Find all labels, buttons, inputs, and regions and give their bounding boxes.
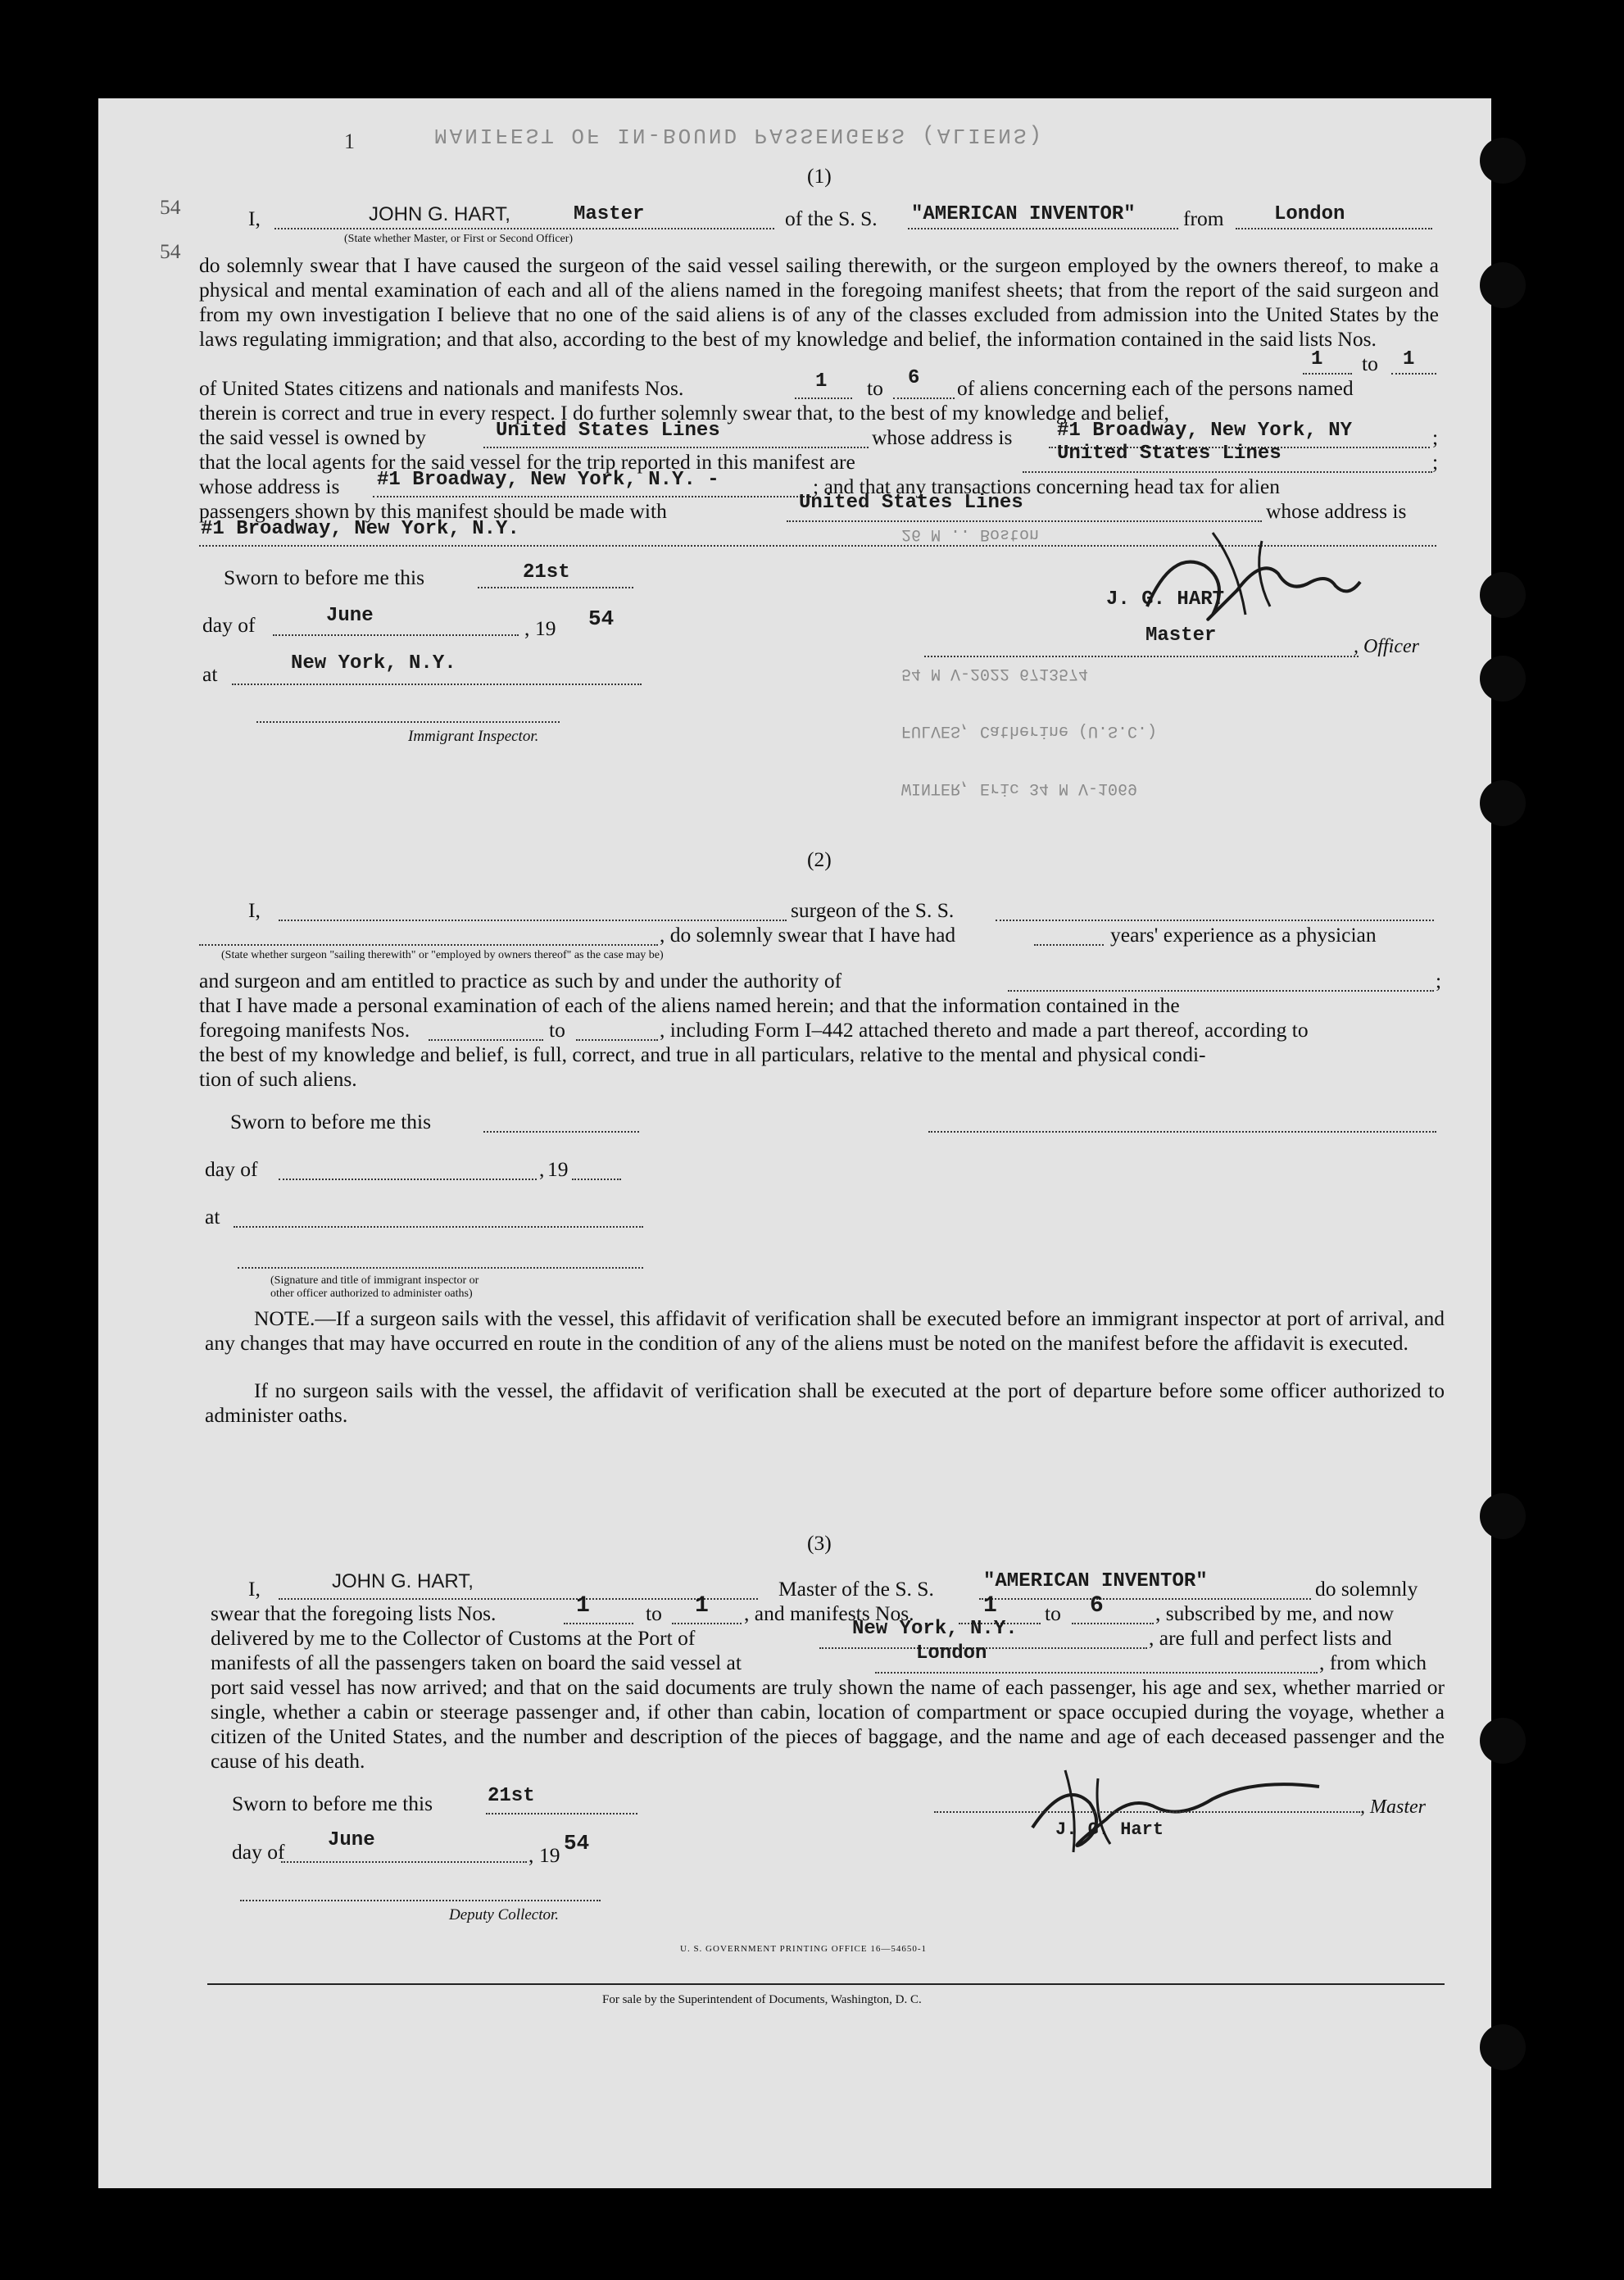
form-text: , including Form I–442 attached thereto and made a part thereof, according to xyxy=(660,1018,1309,1042)
sworn-label: Sworn to before me this xyxy=(232,1792,433,1815)
master-of-label: Master of the S. S. xyxy=(778,1577,934,1601)
year-comma: , xyxy=(528,1843,534,1867)
belief-text: the best of my knowledge and belief, is full, correct, and true in all particulars, relative to the mental and physical condi- xyxy=(199,1042,1206,1066)
sale-notice: For sale by the Superintendent of Documents, Washington, D. C. xyxy=(602,1993,922,2006)
collector-sign-line xyxy=(240,1900,601,1901)
aliens-text: tion of such aliens. xyxy=(199,1067,357,1091)
agents-address-line xyxy=(373,496,811,497)
binder-hole xyxy=(1480,2024,1526,2070)
place-line xyxy=(232,684,642,685)
day-of-label: day of xyxy=(202,613,256,637)
month-line xyxy=(281,1861,527,1863)
bleed-through: 26 M .. Boston xyxy=(901,525,1040,543)
manifests-from-line xyxy=(795,397,852,399)
embark-label: manifests of all the passengers taken on board the said vessel at xyxy=(211,1651,742,1674)
surgeon-name-line xyxy=(279,920,787,921)
authority-text: and surgeon and am entitled to practice as such by and under the authority of xyxy=(199,969,842,992)
solemnly-text: do solemnly xyxy=(1315,1577,1418,1601)
solemnly-swear-text: , do solemnly swear that I have had xyxy=(660,923,956,947)
agents[interactable]: United States Lines xyxy=(1057,443,1282,465)
inspector-caption: Immigrant Inspector. xyxy=(408,728,539,745)
year-comma: , xyxy=(539,1157,545,1181)
signer-name[interactable]: J. G. HART xyxy=(1106,588,1225,611)
bleed-through: WINTER, Eric 34 M V-1069 xyxy=(901,779,1138,797)
sworn-day[interactable]: 21st xyxy=(488,1785,535,1807)
semicolon: ; xyxy=(1432,450,1439,474)
head-tax-label: passengers shown by this manifest should be made with xyxy=(199,499,667,523)
binder-hole xyxy=(1480,138,1526,184)
day-of-label: day of xyxy=(205,1157,258,1181)
surgeon-vessel-line xyxy=(996,920,1434,921)
manifests-to[interactable]: 6 xyxy=(908,367,920,389)
years-experience-text: years' experience as a physician xyxy=(1110,923,1377,947)
from-which-text: , from which xyxy=(1319,1651,1427,1674)
at-label: at xyxy=(205,1205,220,1229)
section1-number: (1) xyxy=(807,164,832,188)
vessel-line xyxy=(908,228,1178,229)
master-title[interactable]: Master xyxy=(574,203,645,225)
owned-by-label: the said vessel is owned by xyxy=(199,425,426,449)
manifests-to-line xyxy=(893,397,955,399)
at-label: at xyxy=(202,662,218,686)
lists-from-line xyxy=(1303,373,1352,375)
manifests-to-line xyxy=(576,1039,658,1041)
authority-line xyxy=(1008,990,1434,992)
to-label: to xyxy=(549,1018,565,1042)
year-line xyxy=(572,1179,621,1180)
year-suffix[interactable]: 54 xyxy=(588,606,615,631)
section2-number: (2) xyxy=(807,847,832,871)
section2-i: I, xyxy=(248,898,261,922)
manifests-nos-line xyxy=(429,1039,543,1041)
officer-label: , Officer xyxy=(1354,636,1419,657)
inspector-sign-line xyxy=(256,721,560,723)
place[interactable]: New York, N.Y. xyxy=(291,652,456,674)
section1-i: I, xyxy=(248,207,261,230)
sig-caption-1: (Signature and title of immigrant inspector or xyxy=(270,1274,479,1287)
note-1: NOTE.—If a surgeon sails with the vessel, this affidavit of verification shall be executed before an immigrant inspector at port of arrival, and any changes that may have occurred en route in the condition of any of the aliens must be noted on the manifest before the affidavit is executed. xyxy=(205,1306,1445,1355)
sworn-label: Sworn to before me this xyxy=(224,565,425,589)
surgeon-of-label: surgeon of the S. S. xyxy=(791,898,955,922)
embark-port[interactable]: London xyxy=(916,1642,987,1665)
owner-address[interactable]: #1 Broadway, New York, NY xyxy=(1057,420,1353,442)
exam-text: that I have made a personal examination of each of the aliens named herein; and that the information contained in the xyxy=(199,993,1180,1017)
manifests-from[interactable]: 1 xyxy=(983,1593,997,1619)
semicolon: ; xyxy=(1436,969,1442,992)
bleed-through: FULVES, Catherine (U.S.C.) xyxy=(901,721,1158,740)
embark-line xyxy=(875,1672,1318,1674)
section3-i: I, xyxy=(248,1577,261,1601)
inspector-sign-line xyxy=(238,1267,643,1269)
lists-from[interactable]: 1 xyxy=(1311,348,1323,370)
collector-caption: Deputy Collector. xyxy=(449,1906,560,1923)
owner-line xyxy=(483,447,869,448)
surgeon-type-line xyxy=(199,944,658,946)
from-port[interactable]: London xyxy=(1274,203,1345,225)
manifests-nos-label: foregoing manifests Nos. xyxy=(199,1018,411,1042)
section1-paragraph: do solemnly swear that I have caused the surgeon of the said vessel sailing therewith, or the surgeon employed by the owners thereof, to make a physical and mental examination of each and all of the aliens named in the foregoing manifest sheets; that from the report of the said surgeon and from my own investigation I believe that no one of the said aliens is of any of the classes excluded from admission into the United States by the laws regulating immigration; and that also, according to the best of my knowledge and belief, the information contained in the said lists Nos. xyxy=(199,253,1439,351)
lists-from-line xyxy=(564,1623,633,1624)
bleed-through: 54 M V-2022 6713574 xyxy=(901,664,1089,683)
owner[interactable]: United States Lines xyxy=(496,420,720,442)
page-marker: 1 xyxy=(344,129,355,153)
further-swear: therein is correct and true in every respect. I do further solemnly swear that, to the best of my knowledge and belief, xyxy=(199,401,1169,425)
month[interactable]: June xyxy=(326,605,374,627)
officer-name-line xyxy=(274,228,774,229)
binder-hole xyxy=(1480,780,1526,826)
manifests-nos-label: , and manifests Nos. xyxy=(744,1601,914,1625)
year-suffix[interactable]: 54 xyxy=(564,1831,590,1855)
owner-address-label: whose address is xyxy=(872,425,1013,449)
lists-nos-label: swear that the foregoing lists Nos. xyxy=(211,1601,497,1625)
surgeon-sign-line xyxy=(928,1131,1436,1133)
vessel-name[interactable]: "AMERICAN INVENTOR" xyxy=(983,1570,1208,1592)
agents-label: that the local agents for the said vessel for the trip reported in this manifest are xyxy=(199,450,855,474)
port[interactable]: New York, N.Y. xyxy=(852,1618,1018,1640)
vessel-line xyxy=(979,1598,1311,1600)
to-label: to xyxy=(1362,352,1378,375)
binder-hole xyxy=(1480,656,1526,702)
year-prefix: 19 xyxy=(539,1843,560,1867)
lists-to[interactable]: 1 xyxy=(695,1593,709,1619)
from-line xyxy=(1236,228,1432,229)
place-line xyxy=(234,1226,643,1228)
sig-caption-2: other officer authorized to administer oaths) xyxy=(270,1288,473,1300)
to-label: to xyxy=(867,376,883,400)
sworn-day-line xyxy=(478,587,633,588)
vessel-name[interactable]: "AMERICAN INVENTOR" xyxy=(911,203,1136,225)
to-label: to xyxy=(1045,1601,1061,1625)
lists-to[interactable]: 1 xyxy=(1403,348,1415,370)
manifests-text: of aliens concerning each of the persons named xyxy=(957,376,1354,400)
binder-hole xyxy=(1480,572,1526,618)
semicolon: ; xyxy=(1432,425,1439,449)
perfect-lists-text: , are full and perfect lists and xyxy=(1149,1626,1392,1650)
officer-sign-line xyxy=(924,656,1359,657)
lists-to-line xyxy=(672,1623,742,1624)
head-tax-agent[interactable]: United States Lines xyxy=(799,492,1023,514)
from-label: from xyxy=(1183,207,1224,230)
sworn-day[interactable]: 21st xyxy=(523,561,570,584)
head-tax-text: ; and that any transactions concerning head tax for alien xyxy=(813,475,1280,498)
year-comma: , xyxy=(524,616,530,640)
binder-hole xyxy=(1480,1718,1526,1764)
lists-to-line xyxy=(1391,373,1436,375)
manifests-from[interactable]: 1 xyxy=(815,370,828,393)
agents-address-label: whose address is xyxy=(199,475,340,498)
master-name[interactable]: JOHN G. HART, xyxy=(332,1570,474,1592)
month-line xyxy=(273,634,519,636)
section3-number: (3) xyxy=(807,1531,832,1555)
margin-number: 54 xyxy=(160,195,181,219)
note-2: If no surgeon sails with the vessel, the affidavit of verification shall be executed at the port of departure before some officer authorized to administer oaths. xyxy=(205,1378,1445,1427)
master-name-line xyxy=(279,1598,758,1600)
manifests-to-line xyxy=(1072,1623,1154,1624)
manifests-label: of United States citizens and nationals and manifests Nos. xyxy=(199,376,684,400)
master-signature xyxy=(1114,516,1393,639)
agents-line xyxy=(1023,471,1432,473)
bleed-through: MANIFEST OF IN-BOUND PASSENGERS (ALIENS) xyxy=(434,123,1045,148)
ss-label: of the S. S. xyxy=(785,207,878,230)
year-prefix: 19 xyxy=(547,1157,569,1181)
year-prefix: 19 xyxy=(535,616,556,640)
years-line xyxy=(1034,944,1104,946)
binder-hole xyxy=(1480,262,1526,308)
month[interactable]: June xyxy=(328,1829,375,1851)
signer-name[interactable]: J. G. Hart xyxy=(1055,1819,1164,1840)
agents-address[interactable]: #1 Broadway, New York, N.Y. - xyxy=(377,469,719,491)
master-label: , Master xyxy=(1360,1796,1426,1818)
sworn-day-line xyxy=(486,1813,637,1814)
subscribed-text: , subscribed by me, and now xyxy=(1155,1601,1395,1625)
signer-title[interactable]: Master xyxy=(1145,625,1217,647)
printing-office: U. S. GOVERNMENT PRINTING OFFICE 16—54650-1 xyxy=(680,1944,928,1954)
port-label: delivered by me to the Collector of Customs at the Port of xyxy=(211,1626,696,1650)
officer-caption: (State whether Master, or First or Second Officer) xyxy=(344,233,574,245)
sworn-label: Sworn to before me this xyxy=(230,1110,432,1133)
head-tax-address[interactable]: #1 Broadway, New York, N.Y. xyxy=(201,518,519,540)
manifests-to[interactable]: 6 xyxy=(1090,1593,1104,1619)
surgeon-caption: (State whether surgeon "sailing therewith" or "employed by owners thereof" as the case may be) xyxy=(221,949,664,961)
head-tax-address-label: whose address is xyxy=(1266,499,1407,523)
section3-paragraph: port said vessel has now arrived; and that on the said documents are truly shown the name of each passenger, his age and sex, whether married or single, whether a cabin or steerage passenger and, if other than cabin, location of compartment or space occupied during the voyage, whether a citizen of the United States, and the number and description of the pieces of baggage, and the name and age of each deceased passenger and the cause of his death. xyxy=(211,1675,1445,1773)
master-sign-line xyxy=(934,1811,1360,1813)
sworn-line xyxy=(483,1131,639,1133)
master-name[interactable]: JOHN G. HART, xyxy=(369,203,510,225)
margin-number: 54 xyxy=(160,239,181,263)
binder-hole xyxy=(1480,1493,1526,1539)
day-of-label: day of xyxy=(232,1840,285,1864)
lists-from[interactable]: 1 xyxy=(576,1593,590,1619)
footer-rule xyxy=(207,1983,1445,1985)
to-label: to xyxy=(646,1601,662,1625)
month-line xyxy=(279,1179,537,1180)
